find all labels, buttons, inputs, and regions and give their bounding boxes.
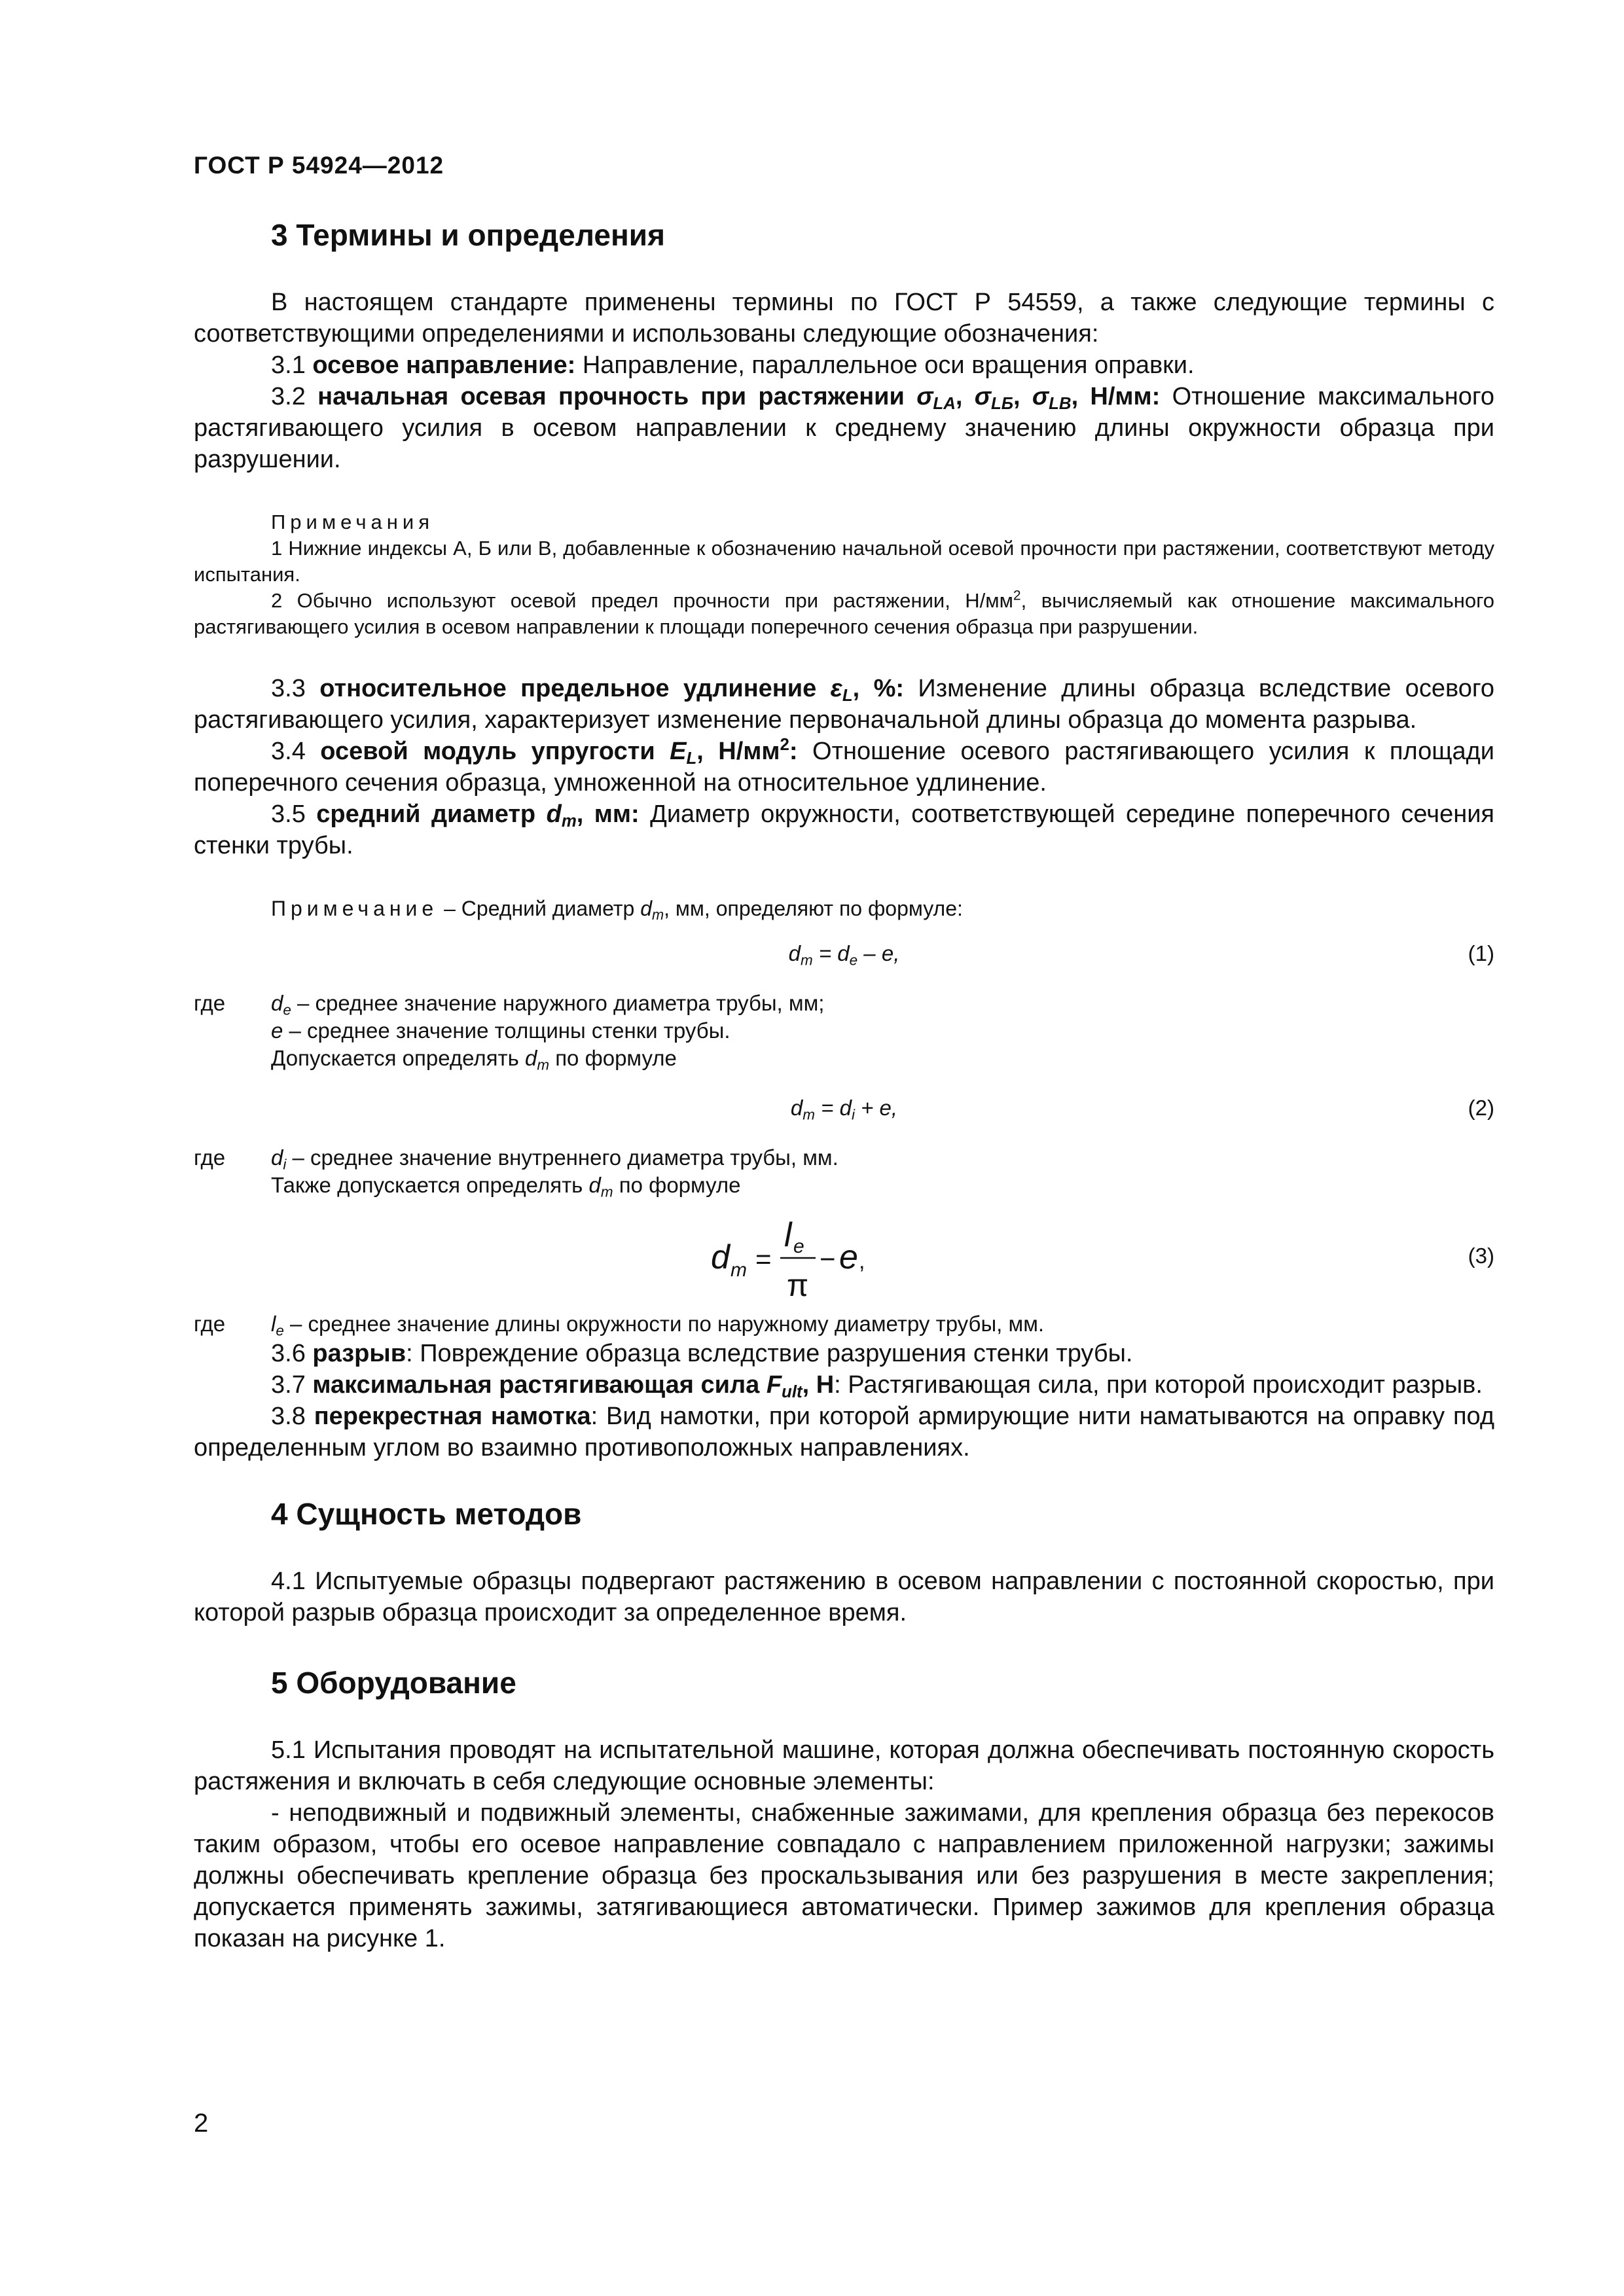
svg-text:=: = xyxy=(755,1244,772,1274)
term-3-6: 3.6 разрыв: Повреждение образца вследствие разрушения стенки трубы. xyxy=(271,1340,1133,1367)
where-2: где $d_i$ – среднее значение внутреннего диаметра трубы, мм. Также допускается определять $d_m$ по формуле xyxy=(194,1145,839,1200)
where-1: где $d_e$ – среднее значение наружного диаметра трубы, мм; e – среднее значение толщины стенки трубы. Допускается определять $d_m$ по формуле xyxy=(194,991,825,1073)
section-3-body xyxy=(194,287,1494,1954)
where-3: где $l_e$ – среднее значение длины окружности по наружному диаметру трубы, мм. xyxy=(194,1312,1045,1339)
svg-text:e: e xyxy=(839,1238,858,1276)
para-5-1-item: - неподвижный и подвижный элементы, снабженные зажимами, для крепления образца без перекосов таким образом, чтобы его осевое направление совпадало с направлением приложенной нагрузки; зажимы должны обеспечивать крепление образца без проскальзывания или без разрушения в месте закрепления; допускается применять зажимы, затягивающиеся автоматически. Пример зажимов для крепления образца показан на рисунке 1. xyxy=(194,1799,1494,1952)
formula-1: $d_m = d_e - e$, (1) xyxy=(788,941,1494,969)
term-3-5: 3.5 средний диаметр $d_m$, мм: Диаметр окружности, соответствующей середине поперечного сечения стенки трубы. xyxy=(194,800,1495,859)
note-3-5: Примечание – Средний диаметр $d_m$, мм, определяют по формуле: xyxy=(271,897,963,924)
term-3-4: 3.4 осевой модуль упругости $E_L$, $Н/мм^2$: Отношение осевого растягивающего усилия к площади поперечного сечения образца, умноженной на относительное удлинение. xyxy=(194,735,1494,797)
term-3-7: 3.7 максимальная растягивающая сила $F_{ult}$, Н: Растягивающая сила, при которой происходит разрыв. xyxy=(271,1371,1483,1402)
svg-text:m: m xyxy=(731,1259,747,1281)
section-3-title: 3 Термины и определения xyxy=(271,218,665,252)
formula-2: $d_m = d_i + e$, (2) xyxy=(790,1096,1494,1123)
section-3-intro: В настоящем стандарте применены термины по ГОСТ Р 54559, а также следующие термины с соответствующими определениями и использованы следующие обозначения: xyxy=(194,289,1494,348)
term-3-1: 3.1 осевое направление: Направление, параллельное оси вращения оправки. xyxy=(271,351,1195,379)
para-5-1: 5.1 Испытания проводят на испытательной машине, которая должна обеспечивать постоянную скорость растяжения и включать в себя следующие основные элементы: xyxy=(194,1736,1494,1795)
formula-3-graphic xyxy=(711,1212,947,1304)
document-header: ГОСТ Р 54924—2012 xyxy=(194,152,444,179)
formula-3 xyxy=(194,1212,1494,1304)
term-3-2: 3.2 начальная осевая прочность при растяжении $\sigma_{LA}$, $\sigma_{LБ}$, $\sigma_{LB}$, Н/мм: Отношение максимального растягивающего усилия в осевом направлении к среднему значению длины окружности образца при разрушении. xyxy=(194,383,1495,473)
formula-3-number: (3) xyxy=(1468,1244,1494,1268)
svg-text:e: e xyxy=(793,1236,804,1257)
svg-text:d: d xyxy=(711,1238,730,1276)
svg-text:π: π xyxy=(787,1268,809,1303)
note-2: 2 Обычно используют осевой предел прочности при растяжении, $Н/мм^2$, вычисляемый как отношение максимального растягивающего усилия в осевом направлении к площади поперечного сечения образца при разрушении. xyxy=(194,588,1494,638)
notes-title: Примечания xyxy=(271,511,434,533)
svg-text:l: l xyxy=(784,1216,792,1254)
para-4-1: 4.1 Испытуемые образцы подвергают растяжению в осевом направлении с постоянной скоростью, при которой разрыв образца происходит за определенное время. xyxy=(194,1568,1494,1626)
section-4-title: 4 Сущность методов xyxy=(271,1497,582,1531)
formula-1-number: (1) xyxy=(1468,941,1494,965)
note-1: 1 Нижние индексы А, Б или В, добавленные к обозначению начальной осевой прочности при растяжении, соответствуют методу испытания. xyxy=(194,537,1494,586)
page-number: 2 xyxy=(194,2109,209,2138)
section-5-title: 5 Оборудование xyxy=(271,1666,516,1700)
svg-text:−: − xyxy=(820,1244,836,1274)
term-3-8: 3.8 перекрестная намотка: Вид намотки, при которой армирующие нити наматываются на оправку под определенным углом во взаимно противоположных направлениях. xyxy=(194,1403,1494,1462)
term-3-3: 3.3 относительное предельное удлинение $\varepsilon_L$, %: Изменение длины образца вследствие осевого растягивающего усилия, характеризует изменение первоначальной длины образца до момента разрыва. xyxy=(194,675,1495,734)
formula-2-number: (2) xyxy=(1468,1096,1494,1120)
svg-text:,: , xyxy=(859,1249,865,1274)
